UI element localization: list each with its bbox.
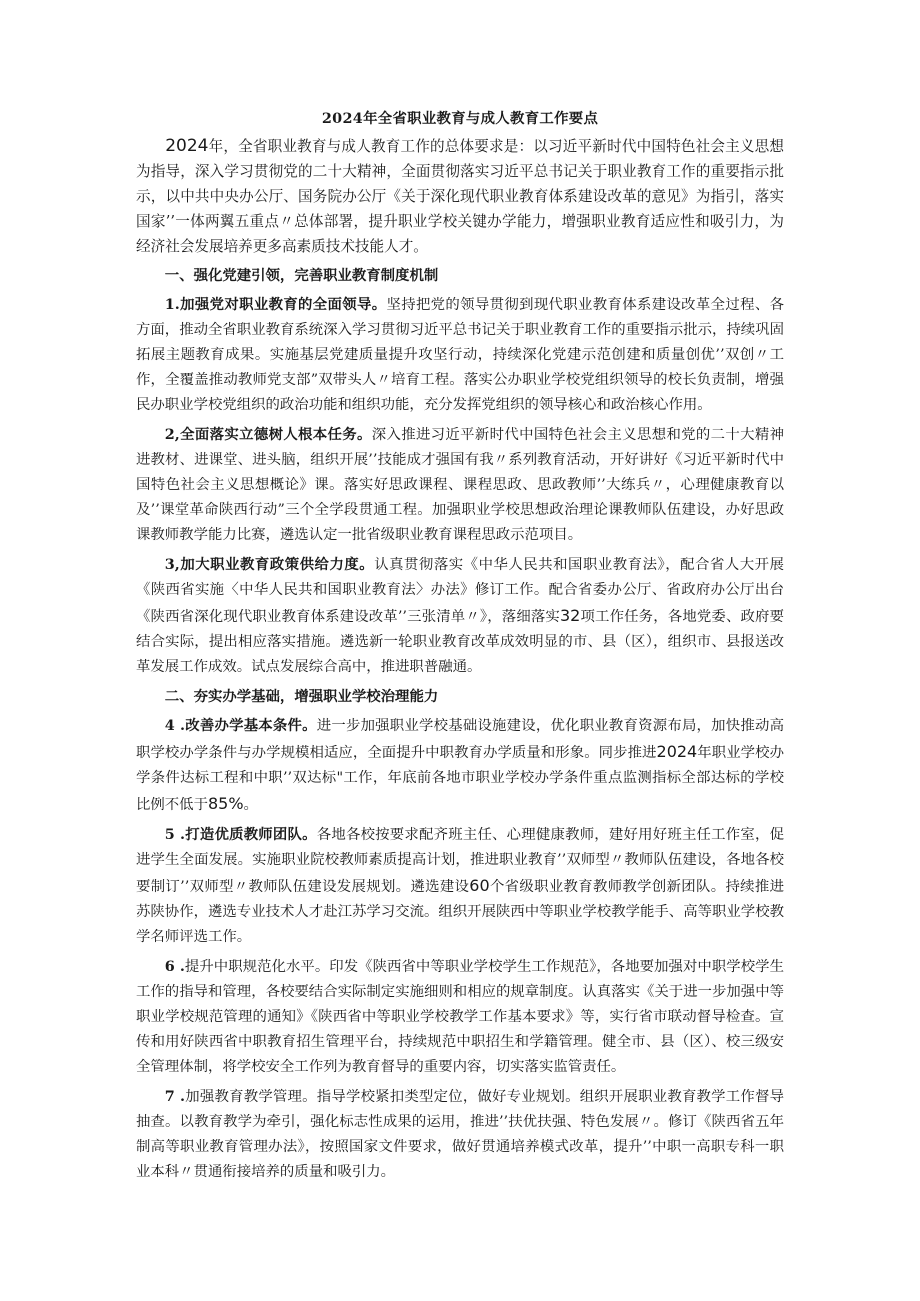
intro-text: 年，全省职业教育与成人教育工作的总体要求是：以习近平新时代中国特色社会主义思想为指导，深入学习贯彻党的二十大精神，全面贯彻落实习近平总书记关于职业教育工作的重要指示批示，以中共中央办公厅、国务院办公厅《关于深化现代职业教育体系建设改革的意见》为指引，落实国家’’一体两翼五重点〃总体部署，提升职业学校关键办学能力，增强职业教育适应性和吸引力，为经济社会发展培养更多高素质技术技能人才。 xyxy=(136,138,784,255)
item-2-paragraph xyxy=(136,422,784,548)
item-2-text: 深入推进习近平新时代中国特色社会主义思想和党的二十大精神进教材、进课堂、进头脑，组织开展’’技能成才强国有我〃系列教育活动，开好讲好《习近平新时代中国特色社会主义思想概论》课。落实好思政课程、课程思政、思政教师’’大练兵〃，心理健康教育以及’’课堂革命陕西行动”三个全学段贯通工程。加强职业学校思想政治理论课教师队伍建设，办好思政课教师教学能力比赛，遴选认定一批省级职业教育课程思政示范项目。 xyxy=(136,427,784,543)
item-4-number: 2024 xyxy=(656,742,698,761)
section-heading-1: 一、强化党建引领，完善职业教育制度机制 xyxy=(164,267,439,284)
item-3-lead: 3,加大职业教育政策供给力度。 xyxy=(164,556,375,573)
item-2-lead: 2,全面落实立德树人根本任务。 xyxy=(164,426,372,443)
item-5-number: 60 xyxy=(469,876,490,895)
item-4-lead: 4 .改善办学基本条件。 xyxy=(164,717,317,734)
item-7-text: 加强教育教学管理。指导学校紧扣类型定位，做好专业规划。组织开展职业教育教学工作督导抽查。以教育教学为牵引，强化标志性成果的运用，推进’’扶优扶强、特色发展〃。修订《陕西省五年制高等职业教育管理办法》，按照国家文件要求，做好贯通培养模式改革，提升’’中职一高职专科一职业本科〃贯通衔接培养的质量和吸引力。 xyxy=(136,1089,784,1180)
item-5-lead: 5 .打造优质教师团队。 xyxy=(164,826,317,843)
item-1-paragraph xyxy=(136,292,784,418)
item-4-text-c: 。 xyxy=(243,797,258,813)
item-3-text-b: 项工作任务，各地党委、政府要结合实际，提出相应落实措施。遴选新一轮职业教育改革成效明显的市、县（区），组织市、县报送改革发展工作成效。试点发展综合高中，推进职普融通。 xyxy=(136,609,784,675)
item-3-paragraph xyxy=(136,552,784,680)
item-5-paragraph xyxy=(136,822,784,950)
item-6-text: 提升中职规范化水平。印发《陕西省中等职业学校学生工作规范》，各地要加强对中职学校学生工作的指导和管理，各校要结合实际制定实施细则和相应的规章制度。认真落实《关于进一步加强中等职业学校规范管理的通知》《陕西省中等职业学校教学工作基本要求》等，实行省市联动督导检查。宣传和用好陕西省中职教育招生管理平台，持续规范中职招生和学籍管理。健全市、县（区）、校三级安全管理体制，将学校安全工作列为教育督导的重要内容，切实落实监管责任。 xyxy=(136,959,784,1075)
document-page xyxy=(136,108,784,1189)
item-4-number-2: 85% xyxy=(207,794,244,813)
item-4-text-b: 年职业学校办学条件达标工程和中职’’双达标"工作，年底前各地市职业学校办学条件重点监测指标全部达标的学校比例不低于 xyxy=(136,745,784,813)
item-4-text-a: 进一步加强职业学校基础设施建设，优化职业教育资源布局，加快推动高职学校办学条件与办学规模相适应，全面提升中职教育办学质量和形象。同步推进 xyxy=(136,718,784,761)
item-7-paragraph xyxy=(136,1084,784,1185)
item-5-text-b: 个省级职业教育教师教学创新团队。持续推进苏陕协作，遴选专业技术人才赴江苏学习交流。组织开展陕西中等职业学校教学能手、高等职业学校教学名师评选工作。 xyxy=(136,879,784,945)
item-7-lead: 7 . xyxy=(164,1088,186,1105)
item-6-lead: 6 . xyxy=(164,958,185,975)
item-3-number: 32 xyxy=(559,606,581,625)
item-6-paragraph xyxy=(136,954,784,1080)
item-4-paragraph xyxy=(136,713,784,818)
item-3-text-a: 认真贯彻落实《中华人民共和国职业教育法》，配合省人大开展《陕西省实施〈中华人民共和国职业教育法〉办法》修订工作。配合省委办公厅、省政府办公厅出台《陕西省深化现代职业教育体系建设改革’’三张清单〃》，落细落实 xyxy=(136,557,784,625)
document-title: 2024年全省职业教育与成人教育工作要点 xyxy=(321,110,599,127)
intro-year: 2024 xyxy=(165,136,209,156)
item-1-text: 坚持把党的领导贯彻到现代职业教育体系建设改革全过程、各方面，推动全省职业教育系统深入学习贯彻习近平总书记关于职业教育工作的重要指示批示，持续巩固拓展主题教育成果。实施基层党建质量提升攻坚行动，持续深化党建示范创建和质量创优’’双创〃工作，全覆盖推动教师党支部”双带头人〃培育工程。落实公办职业学校党组织领导的校长负责制，增强民办职业学校党组织的政治功能和组织功能，充分发挥党组织的领导核心和政治核心作用。 xyxy=(136,297,784,413)
item-5-text-a: 各地各校按要求配齐班主任、心理健康教师，建好用好班主任工作室，促进学生全面发展。实施职业院校教师素质提高计划，推进职业教育’’双师型〃教师队伍建设，各地各校要制订’’双师型〃教师队伍建设发展规划。遴选建设 xyxy=(136,827,784,895)
item-1-lead: 1.加强党对职业教育的全面领导。 xyxy=(164,296,387,313)
section-heading-2: 二、夯实办学基础，增强职业学校治理能力 xyxy=(164,688,439,705)
intro-paragraph xyxy=(136,134,784,259)
